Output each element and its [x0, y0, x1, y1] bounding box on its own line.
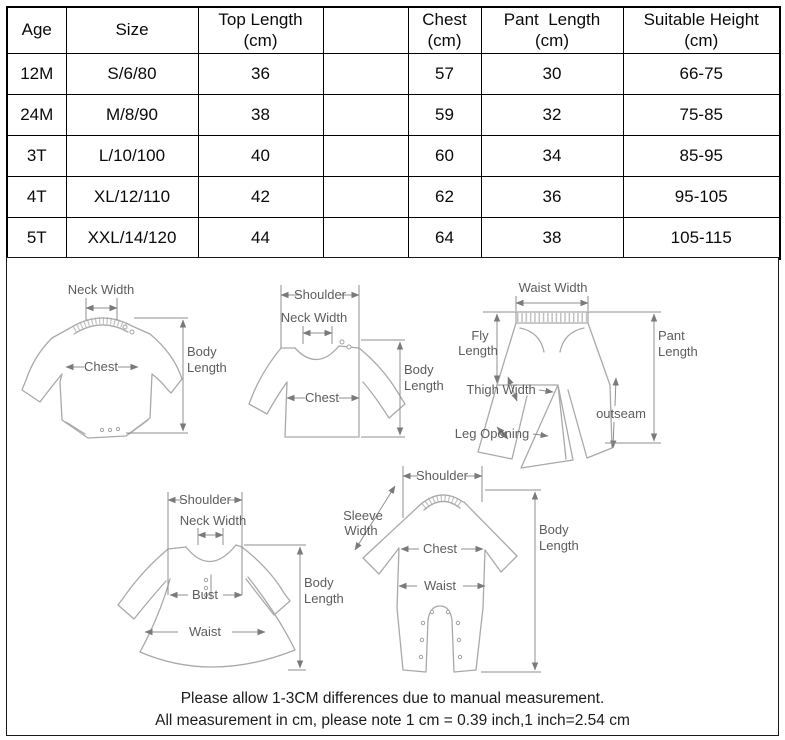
neck-width-label: Neck Width: [179, 513, 247, 528]
table-cell: 64: [408, 218, 481, 260]
table-cell: 3T: [7, 136, 66, 177]
crotch-snaps: [419, 610, 461, 658]
table-cell: 34: [481, 136, 623, 177]
table-cell: 12M: [7, 54, 66, 95]
table-cell: 38: [481, 218, 623, 260]
waist-label: Waist: [188, 624, 222, 639]
table-cell: 36: [481, 177, 623, 218]
table-cell: 38: [198, 95, 323, 136]
outseam-label: outseam: [596, 406, 646, 421]
table-row: [7, 54, 780, 95]
thigh-width-label: Thigh Width: [466, 382, 536, 397]
chest-label: Chest: [423, 541, 457, 556]
table-cell: 95-105: [623, 177, 780, 218]
table-cell: 32: [481, 95, 623, 136]
body-length-label: Length: [539, 538, 579, 553]
table-cell: XXL/14/120: [66, 218, 198, 260]
body-length-arrow: [244, 545, 306, 670]
bust-label: Bust: [191, 587, 219, 602]
romper-diagram: [333, 458, 588, 690]
table-cell: [323, 218, 408, 260]
body-length-label: Body: [187, 344, 217, 359]
body-length-arrow: [126, 318, 188, 433]
body-length-label: Length: [404, 378, 444, 393]
table-row: [7, 95, 780, 136]
measurement-notes: [7, 688, 778, 732]
table-cell: 60: [408, 136, 481, 177]
body-length-label: Body: [539, 522, 569, 537]
table-cell: 30: [481, 54, 623, 95]
shoulder-label: Shoulder: [415, 468, 469, 483]
table-row: [7, 218, 780, 260]
col-header-chest: Chest (cm): [408, 7, 481, 54]
note-line-1: Please allow 1-3CM differences due to manual measurement.: [180, 690, 605, 707]
size-table: [6, 6, 781, 260]
col-header-suitable-height: Suitable Height (cm): [623, 7, 780, 54]
table-cell: 59: [408, 95, 481, 136]
bodysuit-outline: [22, 318, 182, 438]
table-cell: L/10/100: [66, 136, 198, 177]
table-cell: [323, 136, 408, 177]
table-cell: 66-75: [623, 54, 780, 95]
table-cell: [323, 177, 408, 218]
table-cell: 57: [408, 54, 481, 95]
table-cell: 4T: [7, 177, 66, 218]
neck-width-label: Neck Width: [280, 310, 348, 325]
table-cell: S/6/80: [66, 54, 198, 95]
table-cell: 44: [198, 218, 323, 260]
body-length-arrow: [481, 490, 541, 672]
pant-length-arrow: [605, 314, 661, 443]
table-cell: 85-95: [623, 136, 780, 177]
shoulder-label: Shoulder: [293, 287, 347, 302]
table-cell: XL/12/110: [66, 177, 198, 218]
bodysuit-diagram: [22, 276, 237, 458]
chest-label: Chest: [305, 390, 339, 405]
body-length-label: Length: [304, 591, 344, 606]
header-row: [7, 7, 780, 54]
body-length-label: Length: [187, 360, 227, 375]
table-cell: 40: [198, 136, 323, 177]
note-line-2: All measurement in cm, please note 1 cm = 0.39 inch,1 inch=2.54 cm: [155, 712, 630, 729]
table-cell: 42: [198, 177, 323, 218]
pant-length-label: Pant: [658, 328, 685, 343]
chest-label: Chest: [84, 359, 118, 374]
table-cell: [323, 95, 408, 136]
neck-width-arrow: [86, 298, 117, 320]
shirt-diagram: [247, 282, 459, 480]
table-cell: M/8/90: [66, 95, 198, 136]
leg-opening-label: Leg Opening: [454, 426, 530, 441]
waist-width-label: Waist Width: [518, 280, 588, 295]
neck-width-arrow: [198, 528, 223, 545]
table-cell: 36: [198, 54, 323, 95]
table-cell: 75-85: [623, 95, 780, 136]
table-row: [7, 136, 780, 177]
sleeve-width-label: Sleeve: [343, 508, 383, 523]
pant-length-label: Length: [658, 344, 698, 359]
col-header-top-length: Top Length (cm): [198, 7, 323, 54]
sleeve-width-label: Width: [344, 523, 378, 538]
table-cell: 105-115: [623, 218, 780, 260]
table-row: [7, 177, 780, 218]
body-length-label: Body: [304, 575, 334, 590]
col-header-pant-length: Pant Length (cm): [481, 7, 623, 54]
col-header-size: Size: [66, 7, 198, 54]
fly-length-label: Length: [458, 343, 498, 358]
dress-outline: [118, 545, 295, 667]
neck-width-label: Neck Width: [67, 282, 135, 297]
shoulder-label: Shoulder: [178, 492, 232, 507]
col-header-age: Age: [7, 7, 66, 54]
neck-width-arrow: [303, 326, 332, 344]
crotch-snaps: [100, 427, 119, 431]
waist-width-arrow: [516, 296, 588, 311]
table-cell: 62: [408, 177, 481, 218]
table-cell: 24M: [7, 95, 66, 136]
dress-diagram: [112, 487, 350, 682]
col-header-empty: [323, 7, 408, 54]
table-cell: 5T: [7, 218, 66, 260]
waist-label: Waist: [423, 578, 457, 593]
fly-length-label: Fly: [471, 328, 489, 343]
shoulder-snaps: [340, 340, 351, 349]
table-cell: [323, 54, 408, 95]
body-length-label: Body: [404, 362, 434, 377]
